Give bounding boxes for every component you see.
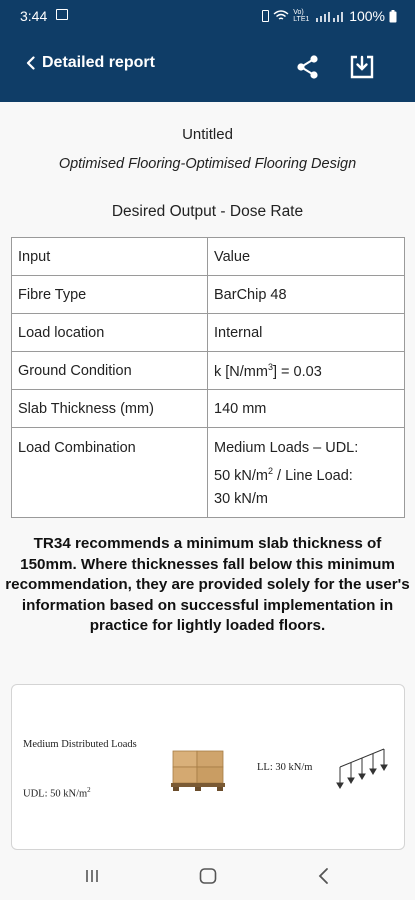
row-value <box>208 352 405 390</box>
row-label: Load Combination <box>12 428 208 518</box>
wifi-icon <box>273 10 289 22</box>
chevron-left-icon <box>26 56 36 70</box>
line-load-arrows-icon <box>334 747 392 791</box>
home-icon[interactable] <box>196 864 220 888</box>
status-bar <box>0 0 415 32</box>
load-diagram-card <box>11 684 405 850</box>
row-value <box>208 428 405 518</box>
value-line <box>214 460 398 488</box>
signal-icon <box>315 10 345 22</box>
back-button-label: Detailed report <box>42 54 155 71</box>
row-value: BarChip 48 <box>208 276 405 314</box>
battery-label: 100% <box>349 8 385 24</box>
table-row <box>12 352 405 390</box>
share-icon[interactable] <box>295 54 321 80</box>
tr34-note: TR34 recommends a minimum slab thickness of 150mm. Where thicknesses fall below this minimum recommendation, they are provided solely for the user's information based on successful implementation in practice for lightly loaded floors. <box>5 535 410 634</box>
value-line: Medium Loads – UDL: <box>214 440 359 456</box>
status-time: 3:44 <box>20 8 48 24</box>
row-label: Slab Thickness (mm) <box>12 390 208 428</box>
inputs-table <box>11 237 405 518</box>
desired-output: Desired Output - Dose Rate <box>111 203 304 220</box>
header-input: Input <box>12 238 208 276</box>
diagram-heading: Medium Distributed Loads <box>23 739 137 750</box>
row-label: Fibre Type <box>12 276 208 314</box>
value-text: ] = 0.03 <box>272 363 322 380</box>
table-row <box>12 390 405 428</box>
row-label: Load location <box>12 314 208 352</box>
status-icons <box>262 8 397 24</box>
value-text: 50 kN/m <box>214 467 268 484</box>
value-text: k [N/mm <box>214 363 268 380</box>
table-row <box>12 276 405 314</box>
table-row <box>12 314 405 352</box>
value-superscript: 2 <box>268 466 274 476</box>
back-nav-icon[interactable] <box>312 864 336 888</box>
pallet-load-image <box>169 747 229 793</box>
row-value: 140 mm <box>208 390 405 428</box>
report-subtitle: Optimised Flooring-Optimised Flooring Design <box>58 156 357 172</box>
report-title: Untitled <box>182 126 233 143</box>
table-row <box>12 428 405 518</box>
row-value: Internal <box>208 314 405 352</box>
battery-icon <box>389 10 397 23</box>
app-bar <box>0 32 415 102</box>
system-nav-bar <box>0 852 415 900</box>
udl-superscript: 2 <box>87 786 91 794</box>
value-superscript: 3 <box>267 361 273 372</box>
lock-icon <box>262 10 269 22</box>
value-line: 30 kN/m <box>214 490 268 507</box>
back-button[interactable] <box>26 54 155 72</box>
gallery-notification-icon <box>56 9 68 20</box>
download-icon[interactable] <box>349 54 375 80</box>
recent-apps-icon[interactable] <box>80 864 104 888</box>
row-label: Ground Condition <box>12 352 208 390</box>
table-header-row <box>12 238 405 276</box>
udl-label <box>23 786 91 800</box>
udl-text: UDL: 50 kN/m <box>23 788 88 800</box>
value-text: / Line Load: <box>273 467 353 484</box>
header-value: Value <box>208 238 405 276</box>
network-type-label: Vo) LTE1 <box>293 9 310 23</box>
line-load-label: LL: 30 kN/m <box>257 762 313 773</box>
